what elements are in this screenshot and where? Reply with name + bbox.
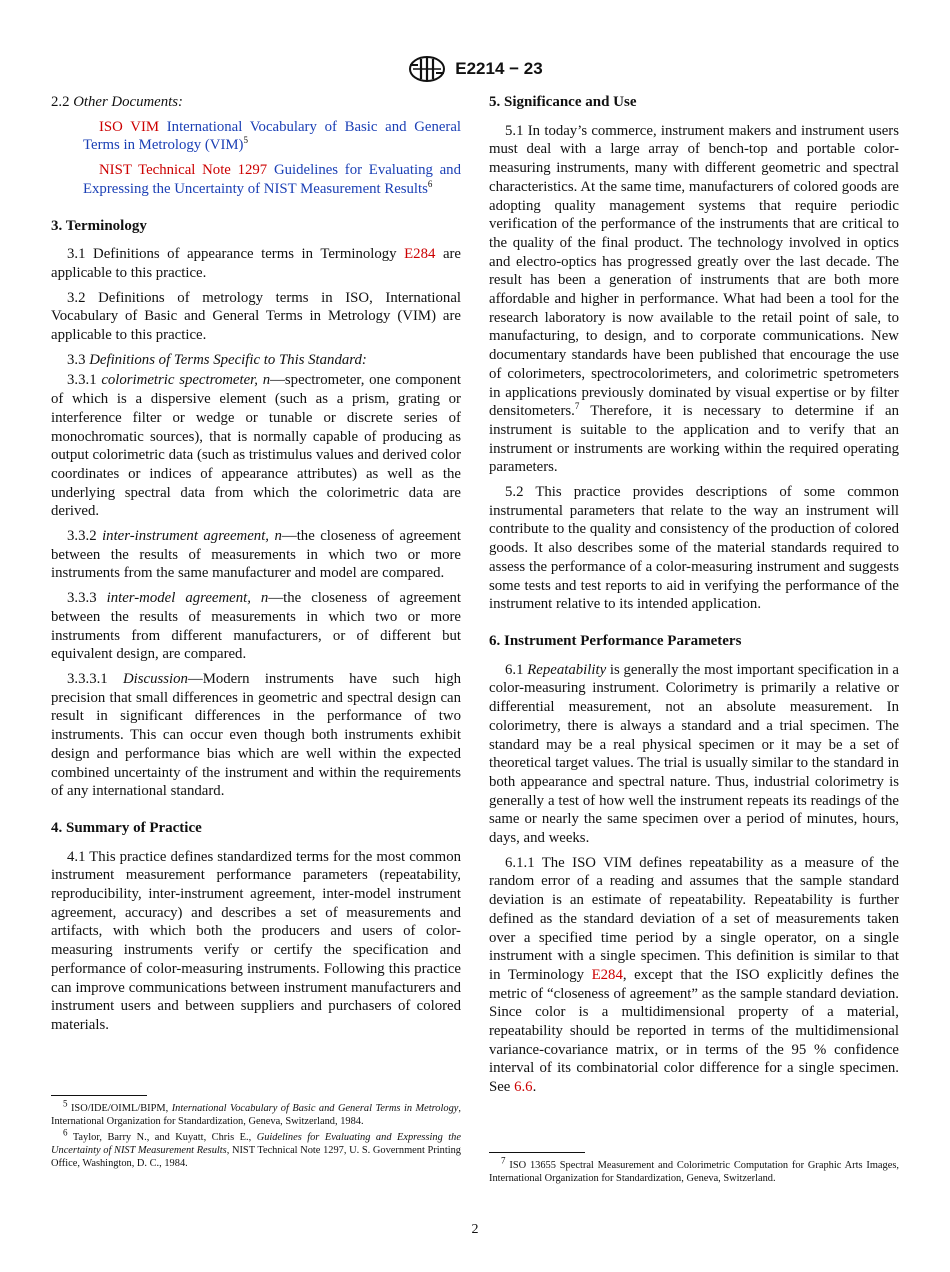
section-6-6-link[interactable]: 6.6 xyxy=(514,1079,533,1096)
section-number: 3.3.3 xyxy=(67,590,97,607)
paragraph-3-3 xyxy=(51,351,461,370)
section-number: 6.1 xyxy=(505,661,524,678)
footnote-number: 5 xyxy=(63,1098,68,1109)
left-column xyxy=(51,93,461,1041)
title: Guidelines for Evaluating and Expressing the Uncertainty of NIST Measurement Results xyxy=(51,1131,461,1156)
definition: —the closeness of agreement between the results of measurements in which two or more instruments from the same manufacturer and model are compared. xyxy=(51,528,461,582)
reference-code-link[interactable]: ISO VIM xyxy=(99,118,160,135)
paragraph-3-3-3 xyxy=(51,589,461,664)
section-3-heading: 3. Terminology xyxy=(51,217,147,234)
paragraph-5-1 xyxy=(489,122,899,477)
paragraph-3-2: 3.2 Definitions of metrology terms in ISO, International Vocabulary of Basic and General Terms in Metrology (VIM) are applicable to this practice. xyxy=(51,289,461,344)
footnotes-right xyxy=(489,1152,899,1188)
section-5-heading: 5. Significance and Use xyxy=(489,94,637,110)
section-title: Other Documents: xyxy=(73,94,183,110)
text: , NIST Technical Note 1297, U. S. Government Printing Office, Washington, D. C., 1984. xyxy=(51,1144,461,1170)
footnote-7 xyxy=(489,1155,899,1186)
text: , except that the ISO explicitly defines the metric of “closeness of agreement” as the sample standard deviation. Since color is a multidimensional property of a material, repeatability should be reported in terms of the multidimensional variance-covariance matrix, or in terms of the 95 % confidence interval of its combinatorial color difference for a single specimen. See xyxy=(489,966,899,1096)
paragraph-6-1-1 xyxy=(489,854,899,1097)
paragraph-3-3-1 xyxy=(51,371,461,521)
section-number: 3.3.1 xyxy=(67,372,97,389)
text: Therefore, it is necessary to determine if an instrument is suitable to the application and to verify that an instrument or instruments are working within the required operating parameters. xyxy=(489,403,899,476)
standard-designation: E2214 − 23 xyxy=(455,59,543,78)
footnote-marker: 5 xyxy=(243,135,248,146)
text: . xyxy=(532,1079,537,1096)
reference-title-link[interactable]: International Vocabulary of Basic and General Terms in Metrology (VIM) xyxy=(83,118,462,154)
reference-nist-1297 xyxy=(67,161,461,198)
footnote-divider xyxy=(51,1095,147,1096)
footnote-5 xyxy=(51,1098,461,1129)
text: , International Organization for Standardization, Geneva, Switzerland, 1984. xyxy=(51,1103,461,1128)
text: 5.1 In today’s commerce, instrument makers and instrument users must deal with a large array of bench-top and portable color-measuring instruments, many with different geometric and spectral characteristics. At the same time, manufacturers of colored goods are adopting quality management systems that require periodic verification of the performance of the instruments that are critical to the quality of the final product. The technology involved in optics and electro-optics has progressed greatly over the last decade. The result has been a generation of instruments that are both more affordable and higher in performance. What had been a tool for the research laboratory is now available to the retail point of sale, to manufacturing, to design, and to corporate communications. New documentary standards have been published that encourage the use of colorimeters, spectrocolorimeters, and colorimetric spetrometers in applications previously dominated by visual expertise or by filter densitometers. xyxy=(489,122,899,420)
reference-title-link[interactable]: Guidelines for Evaluating and Expressing the Uncertainty of NIST Measurement Results xyxy=(83,162,461,197)
paragraph-4-1: 4.1 This practice defines standardized terms for the most common instrument measurement performance parameters (repeatability, reproducibility, inter-instrument agreement, inter-model instrument agreement, accuracy) and describes a set of measurements and artifacts, with which both the producers and users of color-measuring instruments verify or certify the specification and performance of color-measuring instruments. Following this practice can improve communications between instrument manufacturers and instrument users and between suppliers and purchasers of colored materials. xyxy=(51,848,461,1033)
term: inter-model agreement, n xyxy=(106,590,269,607)
page-header xyxy=(0,55,950,83)
right-column xyxy=(489,93,899,1103)
reference-code-link[interactable]: NIST Technical Note 1297 xyxy=(99,162,268,179)
paragraph-5-2: 5.2 This practice provides descriptions of some common instrumental parameters that relate to the way an instrument will contribute to the quality and consistency of the production of colored goods. It also describes some of the material standards required to assess the performance of a color-measuring instrument and suggests some tests and test reports to aid in verifying the performance of the instrument relative to its intended application. xyxy=(489,484,899,613)
astm-logo-icon xyxy=(407,55,447,83)
section-number: 3.3 xyxy=(67,351,86,368)
definition: —the closeness of agreement between the results of measurements in which two or more instruments from different manufacturers, or of different but equivalent design, are compared. xyxy=(51,590,462,663)
term: Repeatability xyxy=(527,661,607,678)
definition: —Modern instruments have such high precision that small differences in geometric and spectral design can result in significant differences in the performance of two instruments. This can occur even though both instruments exhibit design and performance bias which are well within the expected combined uncertainty of the instrument and within the requirements of any international standard. xyxy=(51,670,461,800)
footnotes-left xyxy=(51,1095,461,1172)
paragraph-3-1 xyxy=(51,245,461,282)
term: Discussion xyxy=(122,670,188,687)
reference-iso-vim xyxy=(67,118,461,155)
section-number: 3.3.3.1 xyxy=(67,670,108,687)
section-6-heading: 6. Instrument Performance Parameters xyxy=(489,632,742,649)
section-4-heading: 4. Summary of Practice xyxy=(51,819,202,836)
section-number: 2.2 xyxy=(51,94,70,110)
text: are applicable to this practice. xyxy=(51,246,462,281)
definition: is generally the most important specification in a color-measuring instrument. Colorimetry is primarily a relative or differential measurement, not an absolute measurement. In colorimetry, there is always a standard and a trial specimen. The standard may be a real physical specimen or it may be a set of theoretical target values. The trial is usually similar to the standard in both appearance and spectral nature. Thus, industrial colorimetry is generally a test of how well the instrument repeats its readings of the same or nearly the same specimen over a period of minutes, hours, days, and weeks. xyxy=(489,661,900,847)
e284-link[interactable]: E284 xyxy=(591,966,623,983)
paragraph-3-3-2 xyxy=(51,527,461,583)
paragraph-3-3-3-1 xyxy=(51,670,461,801)
footnote-marker: 7 xyxy=(574,401,580,412)
paragraph-6-1 xyxy=(489,661,899,848)
text: ISO/IDE/OIML/BIPM, xyxy=(70,1103,169,1114)
footnote-6 xyxy=(51,1127,461,1171)
term: inter-instrument agreement, n xyxy=(102,528,282,545)
term: colorimetric spectrometer, n xyxy=(101,372,271,389)
footnote-divider xyxy=(489,1152,585,1153)
text: 3.1 Definitions of appearance terms in Terminology xyxy=(67,246,397,263)
text: ISO 13655 Spectral Measurement and Colorimetric Computation for Graphic Arts Images, International Organization for Standardization, Geneva, Switzerland. xyxy=(489,1160,899,1185)
title: International Vocabulary of Basic and General Terms in Metrology xyxy=(171,1103,459,1114)
definition: —spectrometer, one component of which is a dispersive element (such as a prism, grating or interference filter or wedge or tunable or discrete series of monochromatic sources), that is normally capable of producing as output colorimetric data (such as tristimulus values and derived color coordinates or indices of appearance attributes) as well as the underlying spectral data from which the colorimetric data are derived. xyxy=(51,372,462,520)
e284-link[interactable]: E284 xyxy=(404,246,436,263)
footnote-number: 7 xyxy=(501,1155,506,1166)
section-2-2-heading xyxy=(51,93,461,112)
section-number: 3.3.2 xyxy=(67,528,97,545)
footnote-number: 6 xyxy=(63,1127,68,1138)
footnote-marker: 6 xyxy=(427,178,433,189)
page-number: 2 xyxy=(471,1222,479,1237)
text: Taylor, Barry N., and Kuyatt, Chris E., xyxy=(72,1131,252,1143)
section-title: Definitions of Terms Specific to This Standard: xyxy=(89,351,367,368)
text: 6.1.1 The ISO VIM defines repeatability as a measure of the random error of a reading and assumes that the sample standard deviation is an estimate of repeatability. Repeatability is further defined as the standard deviation of a set of measurements taken over a specified time period by a single operator, on a single instrument with a single specimen. This definition is similar to that in Terminology xyxy=(489,854,899,983)
